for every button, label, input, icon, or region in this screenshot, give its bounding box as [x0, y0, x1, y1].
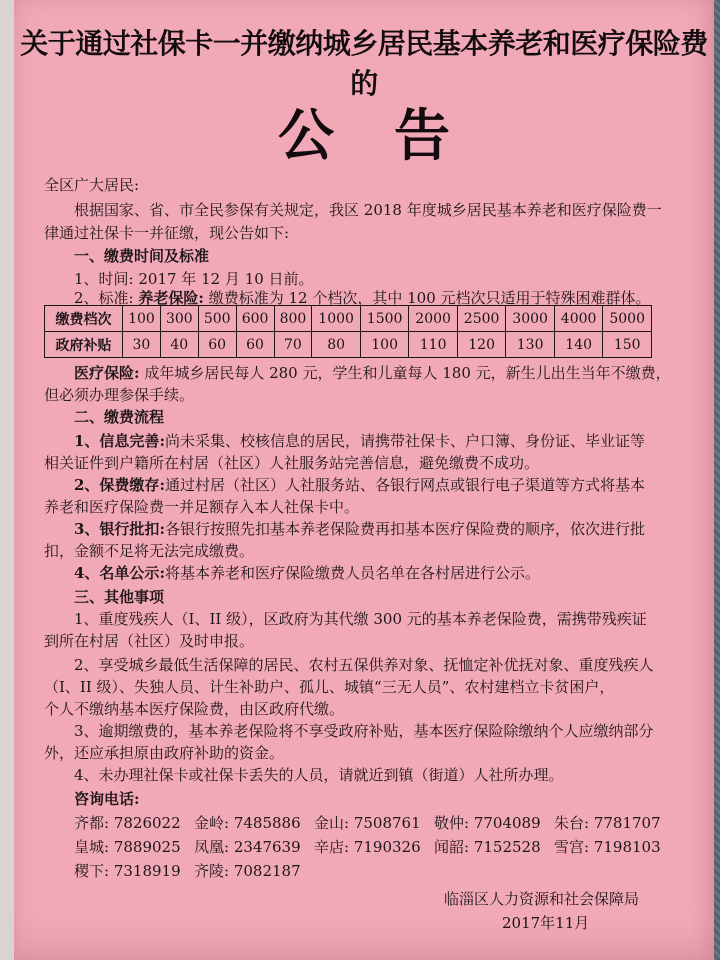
table-cell: 3000	[506, 306, 555, 332]
intro-line-2: 律通过社保卡一并征缴，现公告如下:	[44, 224, 290, 242]
table-cell: 5000	[603, 306, 652, 332]
salutation: 全区广大居民:	[44, 176, 140, 194]
table-cell: 500	[198, 306, 236, 332]
table-cell: 130	[506, 332, 555, 358]
section3-item1-cont: 到所在村居（社区）及时申报。	[44, 632, 255, 650]
contact-entry: 皇城: 7889025	[74, 838, 181, 856]
contact-entry: 齐陵: 7082187	[194, 862, 301, 880]
contact-entry: 朱台: 7781707	[554, 814, 661, 832]
section2-item1-cont: 相关证件到户籍所在村居（社区）人社服务站完善信息，避免缴费不成功。	[44, 454, 540, 472]
section2-item2	[74, 474, 645, 495]
table-cell: 1000	[312, 306, 361, 332]
notice-heading: 公告	[278, 103, 510, 169]
notice-title: 关于通过社保卡一并缴纳城乡居民基本养老和医疗保险费的	[20, 27, 708, 100]
table-row-label: 缴费档次	[45, 306, 123, 332]
table-cell: 30	[123, 332, 161, 358]
table-row-label: 政府补贴	[45, 332, 123, 358]
section2-item3	[74, 518, 645, 539]
contacts-heading: 咨询电话:	[74, 790, 140, 808]
table-cell: 100	[360, 332, 409, 358]
pension-text: 缴费标准为 12 个档次，其中 100 元档次只适用于特殊困难群体。	[208, 289, 651, 307]
contact-entry: 凤凰: 2347639	[194, 838, 301, 856]
section3-item1: 1、重度残疾人（I、II 级），区政府为其代缴 300 元的基本养老保险费，需携带残疾证	[74, 610, 647, 628]
contact-entry: 敬仲: 7704089	[434, 814, 541, 832]
item-label: 2、保费缴存:	[74, 476, 165, 494]
contact-entry: 齐都: 7826022	[74, 814, 181, 832]
table-cell: 140	[554, 332, 603, 358]
section3-item3: 3、逾期缴费的，基本养老保险将不享受政府补贴，基本医疗保险除缴纳个人应缴纳部分	[74, 722, 654, 740]
section3-item3-cont: 外，还应承担原由政府补助的资金。	[44, 744, 285, 762]
table-cell: 2000	[409, 306, 458, 332]
medical-text: 成年城乡居民每人 280 元，学生和儿童每人 180 元，新生儿出生当年不缴费，	[144, 364, 671, 382]
table-cell: 1500	[360, 306, 409, 332]
table-cell: 60	[198, 332, 236, 358]
section2-heading: 二、缴费流程	[74, 408, 165, 426]
fee-table	[44, 305, 652, 358]
contact-entry: 闻韶: 7152528	[434, 838, 541, 856]
table-cell: 4000	[554, 306, 603, 332]
issue-date: 2017年11月	[502, 914, 590, 932]
section2-item4	[74, 562, 540, 583]
section2-item2-cont: 养老和医疗保险费一并足额存入本人社保卡中。	[44, 498, 360, 516]
table-cell: 70	[274, 332, 312, 358]
table-cell: 40	[160, 332, 198, 358]
contact-entry: 金山: 7508761	[314, 814, 421, 832]
table-row	[45, 306, 652, 332]
item-label: 3、银行批扣:	[74, 520, 165, 538]
notice-sheet	[14, 0, 714, 960]
medical-line-2: 但必须办理参保手续。	[44, 386, 195, 404]
table-row	[45, 332, 652, 358]
table-cell: 2500	[457, 306, 506, 332]
table-cell: 100	[123, 306, 161, 332]
item-text: 通过村居（社区）人社服务站、各银行网点或银行电子渠道等方式将基本	[164, 476, 645, 494]
item-text: 各银行按照先扣基本养老保险费再扣基本医疗保险费的顺序，依次进行批	[164, 520, 645, 538]
table-cell: 150	[603, 332, 652, 358]
contact-entry: 辛店: 7190326	[314, 838, 421, 856]
table-cell: 600	[236, 306, 274, 332]
section1-time: 1、时间: 2017 年 12 月 10 日前。	[74, 270, 314, 288]
section3-item4: 4、未办理社保卡或社保卡丢失的人员，请就近到镇（街道）人社所办理。	[74, 766, 564, 784]
standard-prefix: 2、标准:	[74, 289, 134, 307]
table-cell: 110	[409, 332, 458, 358]
pension-label: 养老保险:	[138, 289, 204, 307]
section1-heading: 一、缴费时间及标准	[74, 247, 210, 265]
section3-item2-cont: （I、II 级）、失独人员、计生补助户、孤儿、城镇“三无人员”、农村建档立卡贫困户，	[44, 678, 615, 696]
section3-item2: 2、享受城乡最低生活保障的居民、农村五保供养对象、抚恤定补优抚对象、重度残疾人	[74, 656, 654, 674]
intro-line-1: 根据国家、省、市全民参保有关规定，我区 2018 年度城乡居民基本养老和医疗保险费一	[74, 201, 662, 219]
table-cell: 800	[274, 306, 312, 332]
contact-entry: 雪宫: 7198103	[554, 838, 661, 856]
contact-entry: 金岭: 7485886	[194, 814, 301, 832]
medical-line-1	[74, 362, 671, 383]
contact-entry: 稷下: 7318919	[74, 862, 181, 880]
item-text: 将基本养老和医疗保险缴费人员名单在各村居进行公示。	[164, 564, 540, 582]
table-cell: 300	[160, 306, 198, 332]
item-label: 4、名单公示:	[74, 564, 165, 582]
medical-label: 医疗保险:	[74, 364, 140, 382]
issuer-name: 临淄区人力资源和社会保障局	[444, 890, 640, 908]
item-text: 尚未采集、校核信息的居民，请携带社保卡、户口簿、身份证、毕业证等	[164, 432, 645, 450]
table-cell: 60	[236, 332, 274, 358]
section3-item2-cont2: 个人不缴纳基本医疗保险费，由区政府代缴。	[44, 700, 345, 718]
section2-item3-cont: 扣，金额不足将无法完成缴费。	[44, 542, 255, 560]
section2-item1	[74, 430, 645, 451]
item-label: 1、信息完善:	[74, 432, 165, 450]
section3-heading: 三、其他事项	[74, 588, 165, 606]
table-cell: 120	[457, 332, 506, 358]
table-cell: 80	[312, 332, 361, 358]
